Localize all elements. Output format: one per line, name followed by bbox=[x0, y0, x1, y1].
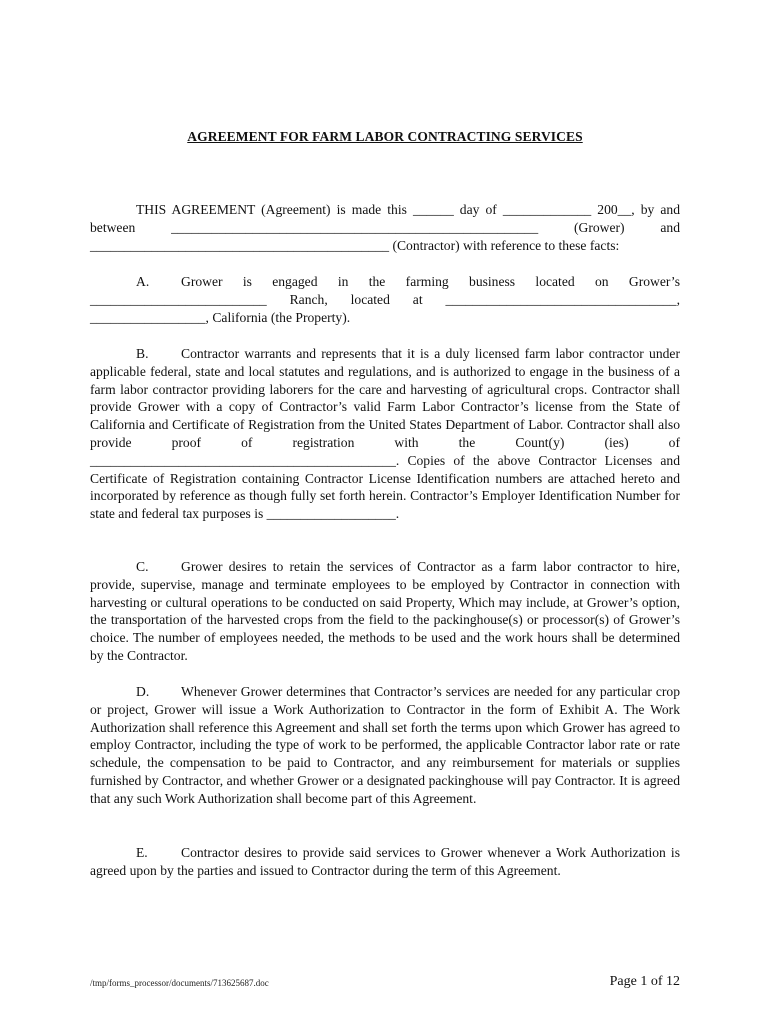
paragraph-text: Grower desires to retain the services of Contractor as a farm labor contractor to hire, provide, supervise, manage and terminate employees to be employed by Contractor in connection with harvesting or cultural operations to be conducted on said Property, Which may include, at Grower’s option, the transportation of the harvested crops from the field to the packinghouse(s) or processor(s) of Grower’s choice. The number of employees needed, the methods to be used and the work hours shall be determined by the Contractor. bbox=[90, 559, 680, 663]
paragraph-letter: E. bbox=[136, 845, 148, 860]
paragraph-text: Whenever Grower determines that Contractor’s services are needed for any particular crop or project, Grower will issue a Work Authorization to Contractor in the form of Exhibit A. The Work Authorization shall reference this Agreement and shall set forth the terms upon which Grower has agreed to employ Contractor, including the type of work to be performed, the applicable Contractor labor rate or rate schedule, the compensation to be paid to Contractor, and any reimbursement for materials or supplies furnished by Contractor, and whether Grower or a designated packinghouse will pay Contractor. It is agreed that any such Work Authorization shall become part of this Agreement. bbox=[90, 684, 680, 806]
paragraph-text: Contractor warrants and represents that it is a duly licensed farm labor contractor under applicable federal, state and local statutes and regulations, and is authorized to engage in the business of a farm labor contractor providing laborers for the care and harvesting of agricultural crops. Contractor shall provide Grower with a copy of Contractor’s valid Farm Labor Contractor’s license from the State of California and Certificate of Registration from the United States Department of Labor. Contractor shall also provide proof of registration with the Count(y) (ies) of _____________________________________________. Copies of the above Contractor Licenses and Certificate of Registration containing Contractor License Identification numbers are attached hereto and incorporated by reference as though fully set forth herein. Contractor’s Employer Identification Number for state and federal tax purposes is ___________________. bbox=[90, 346, 680, 522]
paragraph-letter: C. bbox=[136, 559, 149, 574]
footer-page-number: Page 1 of 12 bbox=[609, 974, 680, 989]
intro-text: THIS AGREEMENT (Agreement) is made this ______ day of _____________ 200__, by and between ______________________________________________________ (Grower) and ____________________________________________ (Contractor) with reference to these facts: bbox=[90, 202, 680, 253]
paragraph-e bbox=[90, 844, 680, 880]
paragraph-letter: B. bbox=[136, 346, 149, 361]
paragraph-b bbox=[90, 345, 680, 523]
paragraph-a bbox=[90, 273, 680, 326]
footer-file-path: /tmp/forms_processor/documents/713625687.doc bbox=[90, 978, 269, 988]
paragraph-c bbox=[90, 558, 680, 665]
document-title: AGREEMENT FOR FARM LABOR CONTRACTING SERVICES bbox=[187, 129, 583, 144]
intro-paragraph bbox=[90, 201, 680, 254]
paragraph-text: Contractor desires to provide said services to Grower whenever a Work Authorization is agreed upon by the parties and issued to Contractor during the term of this Agreement. bbox=[90, 845, 680, 878]
paragraph-letter: D. bbox=[136, 684, 150, 699]
paragraph-text: Grower is engaged in the farming business located on Grower’s __________________________ Ranch, located at __________________________________, _________________, California (the Property). bbox=[90, 274, 680, 325]
paragraph-d bbox=[90, 683, 680, 808]
paragraph-letter: A. bbox=[136, 274, 150, 289]
